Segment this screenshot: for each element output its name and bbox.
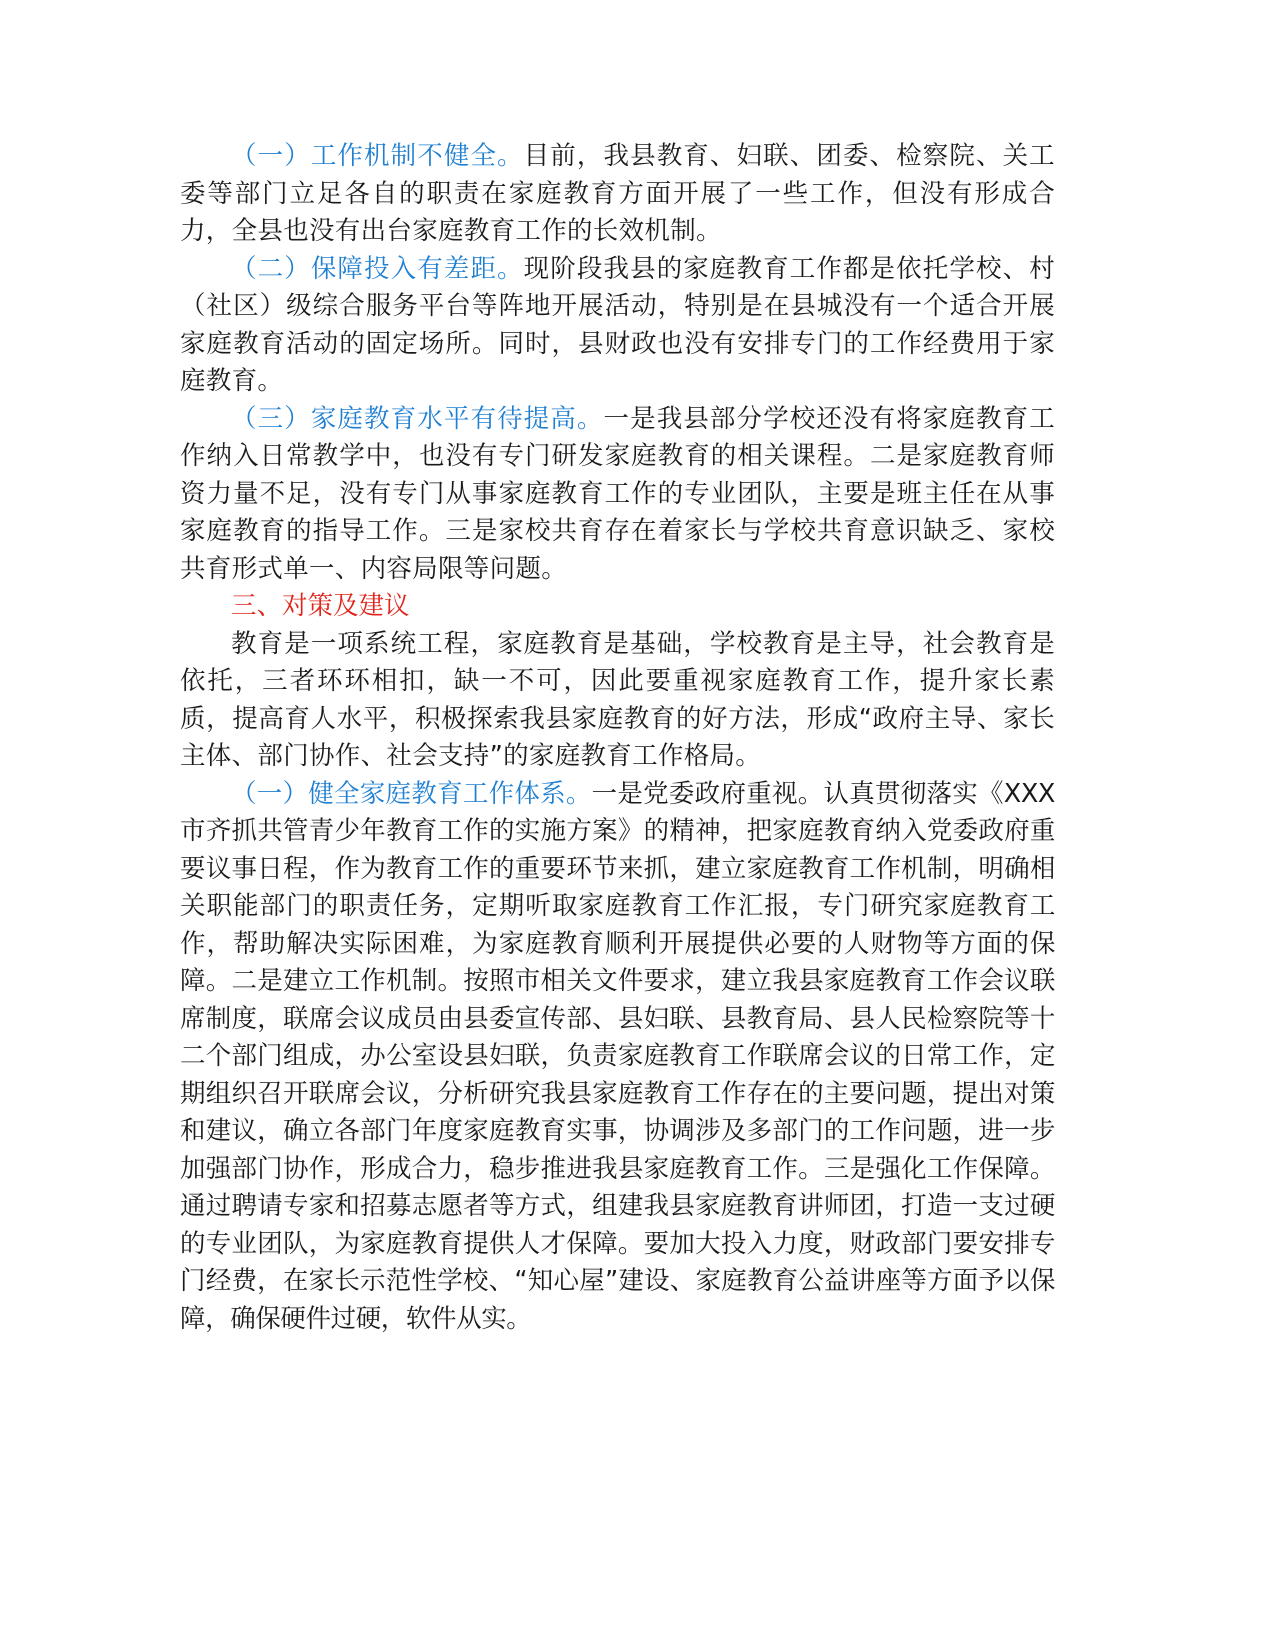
body-level: 一是我县部分学校还没有将家庭教育工作纳入日常教学中，也没有专门研发家庭教育的相关课程。二是家庭教育师资力量不足，没有专门从事家庭教育工作的专业团队，主要是班主任在从事家庭教育的指导工作。三是家校共育存在着家长与学校共育意识缺乏、家校共育形式单一、内容局限等问题。 (180, 403, 1056, 584)
paragraph-level (180, 401, 1055, 589)
paragraph-mechanism (180, 138, 1055, 251)
document-page (180, 138, 1055, 1338)
heading-investment: （二）保障投入有差距。 (231, 253, 524, 284)
body-mechanism: 目前，我县教育、妇联、团委、检察院、关工委等部门立足各自的职责在家庭教育方面开展了一些工作，但没有形成合力，全县也没有出台家庭教育工作的长效机制。 (180, 141, 1055, 246)
heading-mechanism: （一）工作机制不健全。 (231, 141, 524, 171)
body-investment: 现阶段我县的家庭教育工作都是依托学校、村（社区）级综合服务平台等阵地开展活动，特别是在县城没有一个适合开展家庭教育活动的固定场所。同时，县财政也没有安排专门的工作经费用于家庭教育。 (180, 253, 1055, 396)
heading-level: （三）家庭教育水平有待提高。 (231, 403, 604, 434)
paragraph-measure-system (180, 776, 1055, 1339)
body-measure-system: 一是党委政府重视。认真贯彻落实《XXX市齐抓共管青少年教育工作的实施方案》的精神，把家庭教育纳入党委政府重要议事日程，作为教育工作的重要环节来抓，建立家庭教育工作机制，明确相关职能部门的职责任务，定期听取家庭教育工作汇报，专门研究家庭教育工作，帮助解决实际困难，为家庭教育顺利开展提供必要的人财物等方面的保障。二是建立工作机制。按照市相关文件要求，建立我县家庭教育工作会议联席制度，联席会议成员由县委宣传部、县妇联、县教育局、县人民检察院等十二个部门组成，办公室设县妇联，负责家庭教育工作联席会议的日常工作，定期组织召开联席会议，分析研究我县家庭教育工作存在的主要问题，提出对策和建议，确立各部门年度家庭教育实事，协调涉及多部门的工作问题，进一步加强部门协作，形成合力，稳步推进我县家庭教育工作。三是强化工作保障。通过聘请专家和招募志愿者等方式，组建我县家庭教育讲师团，打造一支过硬的专业团队，为家庭教育提供人才保障。要加大投入力度，财政部门要安排专门经费，在家长示范性学校、“知心屋”建设、家庭教育公益讲座等方面予以保障，确保硬件过硬，软件从实。 (180, 778, 1055, 1334)
section-title: 三、对策及建议 (231, 591, 410, 621)
heading-measure-system: （一）健全家庭教育工作体系。 (231, 778, 592, 809)
paragraph-intro: 教育是一项系统工程，家庭教育是基础，学校教育是主导，社会教育是依托，三者环环相扣，缺一不可，因此要重视家庭教育工作，提升家长素质，提高育人水平，积极探索我县家庭教育的好方法，形成“政府主导、家长主体、部门协作、社会支持”的家庭教育工作格局。 (180, 628, 1055, 771)
paragraph-investment (180, 251, 1055, 401)
